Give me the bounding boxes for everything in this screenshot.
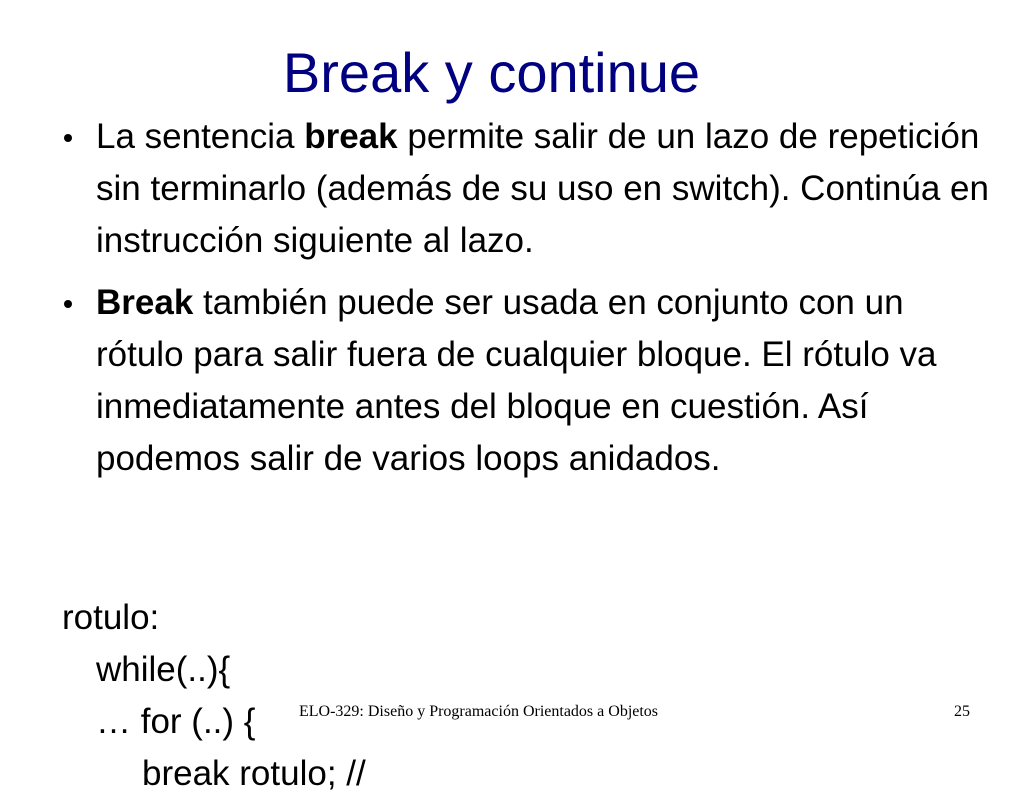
bullet-list: [60, 111, 990, 485]
bullet-item-break: [60, 111, 990, 267]
code-line-label: rotulo:: [62, 598, 160, 637]
code-line-while: while(..){: [96, 650, 231, 689]
bullet-dot-icon: [64, 134, 72, 142]
bullet-text-post: también puede ser usada en conjunto con un rótulo para salir fuera de cualquier bloque. El rótulo va inmediatamente antes del bloque en cuestión. Así podemos salir de varios loops anidados.: [96, 283, 937, 478]
bullet-keyword: Break: [96, 283, 194, 322]
slide-footer: ELO-329: Diseño y Programación Orientados a Objetos: [299, 703, 659, 720]
bullet-dot-icon: [64, 300, 72, 308]
code-line-break: break rotulo; //: [142, 754, 366, 793]
slide-title: Break y continue: [282, 41, 701, 104]
code-example: [62, 592, 366, 800]
bullet-item-break-label: [60, 277, 990, 485]
page-number: 25: [954, 703, 970, 720]
bullet-keyword: break: [304, 117, 398, 156]
code-line-for: … for (..) {: [96, 702, 256, 741]
bullet-text-post: permite salir de un lazo de repetición sin terminarlo (además de su uso en switch). Continúa en instrucción siguiente al lazo.: [96, 117, 989, 260]
bullet-text-pre: La sentencia: [96, 117, 305, 156]
